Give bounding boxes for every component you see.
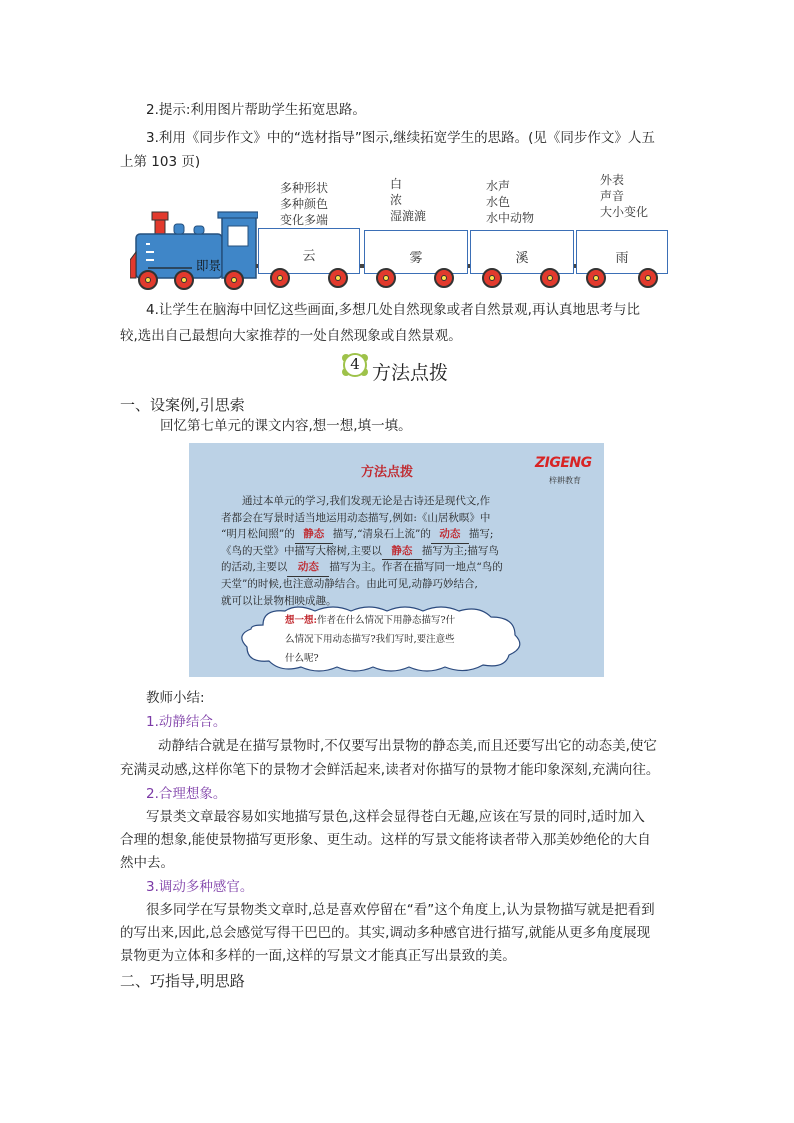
summary-p1-line2: 充满灵动感,这样你笔下的景物才会鲜活起来,读者对你描写的景物才能印象深刻,充满向往。 xyxy=(120,762,660,778)
train-car-rain xyxy=(576,230,668,274)
blank-answer: 动态 xyxy=(287,559,329,577)
panel-line: 者都会在写景时适当地运用动态描写,例如:《山居秋暝》中 xyxy=(221,511,491,524)
summary-point-1-title: 1.动静结合。 xyxy=(146,714,227,730)
intro-item-3-line1: 3.利用《同步作文》中的“选材指导”图示,继续拓宽学生的思路。(见《同步作文》人五 xyxy=(146,130,655,146)
intro-item-3-line2: 上第 103 页) xyxy=(120,154,201,170)
blank-answer: 静态 xyxy=(382,543,422,561)
car-name: 云 xyxy=(302,249,316,264)
car-wheel xyxy=(376,268,396,288)
section-number-badge xyxy=(340,350,370,380)
engine-wheel xyxy=(224,270,244,290)
brand-subtitle: 梓耕教育 xyxy=(549,476,581,485)
brand-logo: ZIGENG xyxy=(535,455,592,471)
summary-p2-line1: 写景类文章最容易如实地描写景色,这样会显得苍白无趣,应该在写景的同时,适时加入 xyxy=(146,809,645,825)
intro-item-2: 2.提示:利用图片帮助学生拓宽思路。 xyxy=(146,102,366,118)
panel-title: 方法点拨 xyxy=(361,465,414,480)
section-number: 4 xyxy=(350,355,360,373)
car-wheel xyxy=(328,268,348,288)
train-car-fog xyxy=(364,230,468,274)
car-name: 溪 xyxy=(515,251,529,266)
cloud-line-3: 什么呢? xyxy=(285,653,319,664)
car-wheel xyxy=(586,268,606,288)
blank-answer: 动态 xyxy=(431,526,469,544)
car-notes-rain: 外表 声音 大小变化 xyxy=(600,173,649,219)
panel-line: “明月松间照”的 静态 描写,“清泉石上流”的 动态 描写; xyxy=(221,526,493,544)
cloud-line-1: 想一想:作者在什么情况下用静态描写?什 xyxy=(285,615,456,626)
panel-line: 天堂”的时候,也注意动静结合。由此可见,动静巧妙结合, xyxy=(221,578,478,590)
train-diagram xyxy=(120,170,680,300)
train-car-cloud xyxy=(258,228,360,274)
car-wheel xyxy=(270,268,290,288)
item-4-line2: 较,选出自己最想向大家推荐的一处自然现象或自然景观。 xyxy=(120,328,462,344)
engine-wheel xyxy=(138,270,158,290)
part-2-heading: 二、巧指导,明思路 xyxy=(120,972,245,990)
train-engine xyxy=(130,208,258,292)
summary-p2-line2: 合理的想象,能使景物描写更形象、更生动。这样的写景文能将读者带入那美妙绝伦的大自 xyxy=(120,832,651,848)
car-notes-fog: 白 浓 湿漉漉 xyxy=(390,177,427,223)
item-4-line1: 4.让学生在脑海中回忆这些画面,多想几处自然现象或者自然景观,再认真地思考与比 xyxy=(146,302,640,318)
car-wheel xyxy=(540,268,560,288)
train-car-stream xyxy=(470,230,574,274)
summary-p3-line1: 很多同学在写景物类文章时,总是喜欢停留在“看”这个角度上,认为景物描写就是把看到 xyxy=(146,902,655,918)
panel-line: 的活动,主要以 动态 描写为主。作者在描写同一地点“鸟的 xyxy=(221,559,503,577)
car-wheel xyxy=(434,268,454,288)
car-name: 雨 xyxy=(615,251,629,266)
summary-p3-line3: 景物更为立体和多样的一面,这样的写景文才能真正写出景致的美。 xyxy=(120,948,516,964)
summary-p1-line1: 动静结合就是在描写景物时,不仅要写出景物的静态美,而且还要写出它的动态美,使它 xyxy=(158,738,657,754)
part-1-heading: 一、设案例,引思索 xyxy=(120,396,245,414)
car-name: 雾 xyxy=(409,251,423,266)
method-panel xyxy=(189,443,604,677)
section-title: 方法点拨 xyxy=(372,362,449,384)
engine-label: 即景 xyxy=(196,258,222,273)
blank-answer: 静态 xyxy=(295,526,333,544)
car-notes-stream: 水声 水色 水中动物 xyxy=(486,179,535,225)
summary-heading: 教师小结: xyxy=(146,690,205,706)
cloud-label: 想一想: xyxy=(285,615,318,626)
car-wheel xyxy=(482,268,502,288)
cloud-line-2: 么情况下用动态描写?我们写时,要注意些 xyxy=(285,634,455,645)
summary-point-2-title: 2.合理想象。 xyxy=(146,786,227,802)
car-notes-cloud: 多种形状 多种颜色 变化多端 xyxy=(280,181,329,227)
part-1-instruction: 回忆第七单元的课文内容,想一想,填一填。 xyxy=(160,418,412,434)
summary-p2-line3: 然中去。 xyxy=(120,855,174,871)
engine-wheel xyxy=(174,270,194,290)
panel-line: 《鸟的天堂》中描写大榕树,主要以 静态 描写为主;描写鸟 xyxy=(221,543,499,561)
car-wheel xyxy=(638,268,658,288)
summary-point-3-title: 3.调动多种感官。 xyxy=(146,879,254,895)
panel-line: 就可以让景物相映成趣。 xyxy=(221,594,337,607)
panel-line: 通过本单元的学习,我们发现无论是古诗还是现代文,作 xyxy=(242,495,491,507)
summary-p3-line2: 的写出来,因此,总会感觉写得干巴巴的。其实,调动多种感官进行描写,就能从更多角度展现 xyxy=(120,925,651,941)
